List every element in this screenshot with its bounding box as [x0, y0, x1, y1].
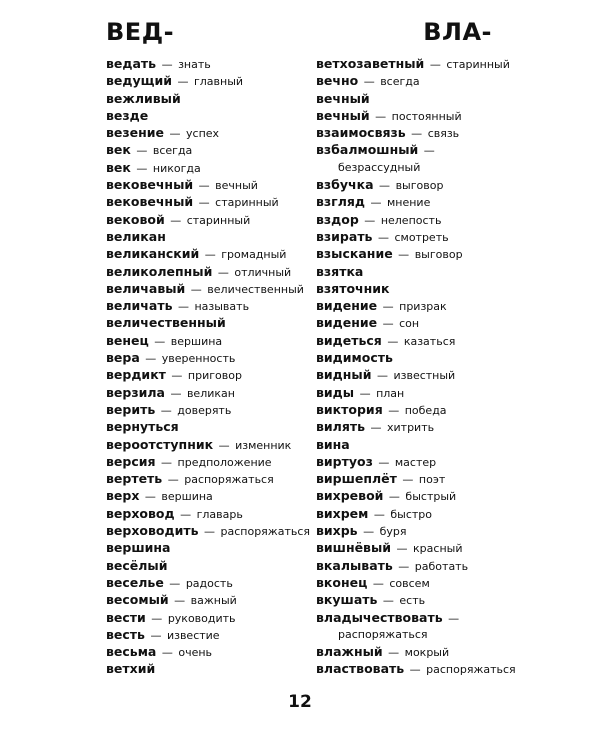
dictionary-entry — [316, 660, 526, 677]
entry-definition: победа — [404, 403, 447, 417]
header-right-guide-word: ВЛА- — [423, 18, 492, 46]
entry-definition: вершина — [170, 334, 223, 348]
entry-dash: — — [384, 403, 403, 417]
dictionary-entry — [316, 522, 526, 539]
entry-word: век — [106, 142, 131, 158]
entry-word: виртуоз — [316, 453, 373, 469]
entry-word: вихрь — [316, 523, 358, 539]
dictionary-entry — [316, 505, 526, 522]
entry-word: виршеплёт — [316, 471, 397, 487]
entry-dash: — — [379, 300, 398, 314]
entry-definition: мнение — [386, 196, 431, 210]
entry-dash: — — [167, 369, 186, 383]
dictionary-entry — [106, 557, 301, 574]
entry-dash: — — [165, 576, 184, 590]
entry-dash: — — [426, 58, 445, 71]
dictionary-entry — [316, 72, 526, 89]
entry-definition: сон — [399, 317, 420, 331]
entry-definition: всегда — [152, 144, 193, 158]
entry-word: верховодить — [106, 523, 199, 539]
entry-word: вера — [106, 350, 140, 366]
dictionary-entry — [316, 418, 526, 435]
entry-word: великанский — [106, 246, 200, 262]
dictionary-entry — [316, 453, 526, 470]
entry-dash: — — [420, 144, 435, 158]
dictionary-entry — [106, 107, 301, 124]
dictionary-entry — [106, 609, 301, 626]
dictionary-entry — [106, 591, 301, 608]
dictionary-entry — [106, 176, 301, 193]
entry-definition: приговор — [187, 369, 242, 383]
entry-dash: — — [195, 179, 214, 193]
entry-definition: выговор — [395, 179, 444, 193]
entry-definition: призрак — [399, 300, 447, 314]
left-column — [106, 55, 310, 678]
entry-word: вилять — [316, 419, 365, 435]
entry-word: вердикт — [106, 367, 166, 383]
entry-dash: — — [373, 369, 392, 383]
entry-definition: знать — [178, 58, 211, 71]
entry-dash: — — [375, 179, 394, 193]
entry-definition: мокрый — [404, 646, 450, 660]
entry-dash: — — [158, 58, 177, 71]
entry-dash: — — [360, 213, 379, 227]
entry-definition: связь — [427, 127, 460, 141]
entry-word: взбучка — [316, 177, 374, 193]
entry-definition: казаться — [403, 334, 456, 348]
dictionary-entry — [316, 643, 526, 660]
dictionary-entry — [106, 141, 301, 158]
dictionary-entry — [316, 487, 526, 504]
dictionary-entry — [316, 574, 526, 591]
entry-definition: распоряжаться — [220, 525, 310, 539]
entry-definition: очень — [178, 646, 213, 660]
entry-definition: известие — [166, 628, 220, 642]
entry-dash: — — [383, 334, 402, 348]
entry-word: видение — [316, 315, 378, 331]
dictionary-entry — [316, 107, 526, 124]
entry-word: видеться — [316, 332, 382, 348]
entry-word: вести — [106, 609, 146, 625]
entry-definition: распоряжаться — [426, 663, 516, 677]
entry-word: вернуться — [106, 419, 179, 435]
entry-word: видение — [316, 298, 378, 314]
entry-dash: — — [173, 75, 192, 89]
dictionary-entry — [106, 245, 301, 262]
page-number: 12 — [288, 692, 312, 712]
entry-definition: поэт — [418, 473, 446, 487]
entry-word: великолепный — [106, 263, 213, 279]
entry-word: вековечный — [106, 194, 194, 210]
entry-definition: главный — [193, 75, 244, 89]
entry-word: вина — [316, 436, 350, 452]
entry-word: вечный — [316, 90, 370, 106]
entry-dash: — — [166, 213, 185, 227]
entry-dash: — — [444, 611, 460, 625]
dictionary-entry — [316, 263, 526, 280]
entry-definition: безрассудный — [338, 160, 421, 174]
dictionary-entry — [316, 557, 526, 574]
entry-dash: — — [367, 421, 385, 435]
entry-dash: — — [214, 265, 233, 279]
entry-definition: распоряжаться — [184, 473, 274, 487]
entry-definition: работать — [414, 559, 469, 573]
entry-word: величать — [106, 298, 173, 314]
entry-dash: — — [360, 75, 379, 89]
entry-definition: старинный — [446, 58, 510, 71]
dictionary-entry — [316, 366, 526, 383]
dictionary-entry — [106, 505, 301, 522]
entry-dash: — — [379, 317, 398, 331]
entry-word: вконец — [316, 574, 368, 590]
dictionary-entry — [316, 141, 526, 158]
entry-dash: — — [147, 611, 166, 625]
entry-dash: — — [170, 594, 189, 608]
entry-word: вечный — [316, 107, 370, 123]
entry-dash: — — [379, 594, 398, 608]
dictionary-entry — [106, 384, 301, 401]
dictionary-entry — [106, 124, 301, 141]
dictionary-entry — [106, 72, 301, 89]
entry-word: вкушать — [316, 592, 378, 608]
entry-definition: распоряжаться — [338, 627, 428, 641]
entry-dash: — — [132, 161, 151, 175]
dictionary-entry — [316, 211, 526, 228]
dictionary-entry — [316, 193, 526, 210]
entry-definition: всегда — [380, 75, 420, 89]
entry-word: верх — [106, 488, 140, 504]
dictionary-entry — [106, 522, 310, 539]
dictionary-entry — [106, 453, 301, 470]
entry-word: весомый — [106, 592, 169, 608]
dictionary-entry — [316, 436, 526, 453]
entry-dash: — — [394, 248, 413, 262]
entry-word: вечно — [316, 73, 359, 89]
entry-dash: — — [166, 386, 185, 400]
dictionary-entry — [106, 574, 301, 591]
entry-definition: быстро — [390, 507, 433, 521]
entry-dash: — — [374, 455, 393, 469]
entry-word: виды — [316, 384, 355, 400]
entry-definition: величественный — [207, 282, 304, 296]
entry-word: величавый — [106, 280, 186, 296]
entry-dash: — — [393, 542, 412, 556]
dictionary-entry — [316, 90, 526, 107]
entry-word: вкалывать — [316, 557, 393, 573]
entry-definition: никогда — [152, 161, 201, 175]
entry-definition: называть — [194, 300, 250, 314]
entry-word: взирать — [316, 228, 373, 244]
dictionary-entry — [106, 211, 301, 228]
entry-definition: есть — [399, 594, 426, 608]
entry-word: властвовать — [316, 661, 405, 677]
entry-dash: — — [398, 473, 417, 487]
entry-dash: — — [374, 230, 393, 244]
entry-definition: отличный — [234, 265, 292, 279]
entry-definition: выговор — [414, 248, 463, 262]
entry-definition: постоянный — [391, 109, 462, 123]
entry-word: виктория — [316, 401, 383, 417]
dictionary-entry — [316, 349, 526, 366]
entry-definition: доверять — [177, 403, 232, 417]
dictionary-entry — [316, 245, 526, 262]
entry-word: взяточник — [316, 280, 390, 296]
entry-dash: — — [158, 646, 177, 660]
entry-word: версия — [106, 453, 156, 469]
entry-word: ведущий — [106, 73, 172, 89]
entry-dash: — — [166, 127, 185, 141]
entry-word: весть — [106, 626, 145, 642]
entry-dash: — — [157, 403, 176, 417]
dictionary-entry — [106, 332, 301, 349]
dictionary-entry — [316, 384, 526, 401]
entry-word: величественный — [106, 315, 226, 331]
dictionary-entry — [106, 193, 301, 210]
entry-word: взыскание — [316, 246, 393, 262]
dictionary-entry — [106, 349, 301, 366]
entry-word: взгляд — [316, 194, 365, 210]
entry-word: вероотступник — [106, 436, 214, 452]
dictionary-entry — [106, 418, 301, 435]
entry-word: влажный — [316, 644, 383, 660]
entry-word: верзила — [106, 384, 165, 400]
right-column — [316, 55, 526, 678]
entry-definition: план — [376, 386, 405, 400]
entry-word: взятка — [316, 263, 364, 279]
entry-word: веселье — [106, 574, 164, 590]
entry-word: видный — [316, 367, 372, 383]
entry-definition: изменник — [235, 438, 292, 452]
entry-dash: — — [370, 507, 389, 521]
entry-definition: главарь — [196, 507, 243, 521]
entry-word: вертеть — [106, 471, 163, 487]
entry-definition: важный — [190, 594, 237, 608]
entry-dash: — — [141, 490, 160, 504]
entry-definition: старинный — [215, 196, 279, 210]
entry-word: вишнёвый — [316, 540, 392, 556]
entry-definition: красный — [413, 542, 463, 556]
entry-definition: мастер — [394, 455, 437, 469]
entry-dash: — — [157, 455, 176, 469]
entry-dash: — — [150, 334, 169, 348]
dictionary-entry — [106, 401, 301, 418]
entry-definition: совсем — [389, 576, 430, 590]
entry-word: вершина — [106, 540, 171, 556]
dictionary-entry — [106, 470, 301, 487]
entry-definition: радость — [185, 576, 233, 590]
entry-dash: — — [200, 525, 219, 539]
entry-word: взаимосвязь — [316, 125, 406, 141]
entry-word: ведать — [106, 56, 157, 71]
entry-word: везение — [106, 125, 165, 141]
dictionary-entry — [106, 487, 301, 504]
dictionary-entry — [106, 314, 301, 331]
entry-word: вихрем — [316, 505, 369, 521]
dictionary-entry — [316, 591, 526, 608]
dictionary-entry — [106, 90, 301, 107]
dictionary-entry — [316, 609, 526, 626]
dictionary-entry — [106, 626, 301, 643]
entry-word: вихревой — [316, 488, 384, 504]
entry-dash: — — [384, 646, 403, 660]
header-left-guide-word: ВЕД- — [106, 18, 175, 46]
entry-dash: — — [132, 144, 151, 158]
entry-definition: буря — [379, 525, 407, 539]
dictionary-entry — [106, 366, 301, 383]
entry-definition: руководить — [167, 611, 236, 625]
entry-word: видимость — [316, 350, 393, 366]
entry-dash: — — [187, 282, 206, 296]
entry-definition: успех — [186, 127, 220, 141]
entry-word: везде — [106, 107, 149, 123]
entry-dash: — — [176, 507, 195, 521]
entry-definition: вершина — [161, 490, 213, 504]
dictionary-entry — [316, 55, 526, 72]
entry-dash: — — [164, 473, 183, 487]
entry-definition: уверенность — [161, 352, 236, 366]
entry-dash: — — [369, 576, 388, 590]
entry-dash: — — [394, 559, 413, 573]
dictionary-entry — [106, 263, 301, 280]
entry-definition: быстрый — [405, 490, 457, 504]
dictionary-entry — [106, 539, 301, 556]
dictionary-entry — [316, 124, 526, 141]
dictionary-entry — [106, 280, 304, 297]
entry-dash: — — [407, 127, 426, 141]
entry-definition: вечный — [215, 179, 258, 193]
entry-definition: хитрить — [387, 421, 435, 435]
entry-dash: — — [146, 628, 165, 642]
entry-definition: предположение — [177, 455, 272, 469]
dictionary-entry — [106, 159, 301, 176]
entry-dash: — — [385, 490, 404, 504]
entry-dash: — — [141, 352, 160, 366]
entry-definition: смотреть — [394, 230, 449, 244]
entry-word: верховод — [106, 505, 175, 521]
entry-dash: — — [174, 300, 193, 314]
entry-word: вежливый — [106, 90, 181, 106]
dictionary-entry — [106, 660, 301, 677]
entry-word: вековечный — [106, 177, 194, 193]
dictionary-entry — [316, 176, 526, 193]
dictionary-entry — [316, 297, 526, 314]
dictionary-entry — [316, 539, 526, 556]
entry-definition: великан — [186, 386, 235, 400]
dictionary-entry — [316, 470, 526, 487]
entry-word: владычествовать — [316, 609, 443, 625]
entry-definition: известный — [393, 369, 456, 383]
entry-definition: старинный — [186, 213, 251, 227]
entry-word: весьма — [106, 644, 157, 660]
dictionary-entry — [106, 297, 301, 314]
dictionary-entry — [316, 314, 526, 331]
dictionary-entry — [106, 55, 301, 72]
entry-word: весёлый — [106, 557, 168, 573]
dictionary-entry — [106, 228, 301, 245]
entry-word: ветхозаветный — [316, 56, 425, 71]
dictionary-entry — [106, 643, 301, 660]
dictionary-entry — [316, 401, 526, 418]
entry-definition: нелепость — [380, 213, 442, 227]
entry-word: великан — [106, 228, 166, 244]
dictionary-entry — [316, 332, 526, 349]
entry-dash: — — [366, 196, 385, 210]
entry-word: вековой — [106, 211, 165, 227]
entry-definition: громадный — [221, 248, 287, 262]
entry-dash: — — [356, 386, 375, 400]
dictionary-entry — [316, 228, 526, 245]
dictionary-entry — [316, 280, 526, 297]
entry-dash: — — [406, 663, 425, 677]
entry-word: век — [106, 159, 131, 175]
entry-word: верить — [106, 401, 156, 417]
entry-dash: — — [201, 248, 220, 262]
entry-dash: — — [371, 109, 390, 123]
entry-dash: — — [359, 525, 378, 539]
entry-dash: — — [195, 196, 214, 210]
entry-word: ветхий — [106, 661, 156, 677]
entry-dash: — — [215, 438, 234, 452]
dictionary-entry — [106, 436, 301, 453]
entry-word: взбалмошный — [316, 142, 419, 158]
dictionary-entry — [316, 626, 526, 643]
entry-word: вздор — [316, 211, 359, 227]
dictionary-entry — [316, 159, 526, 176]
entry-word: венец — [106, 332, 149, 348]
